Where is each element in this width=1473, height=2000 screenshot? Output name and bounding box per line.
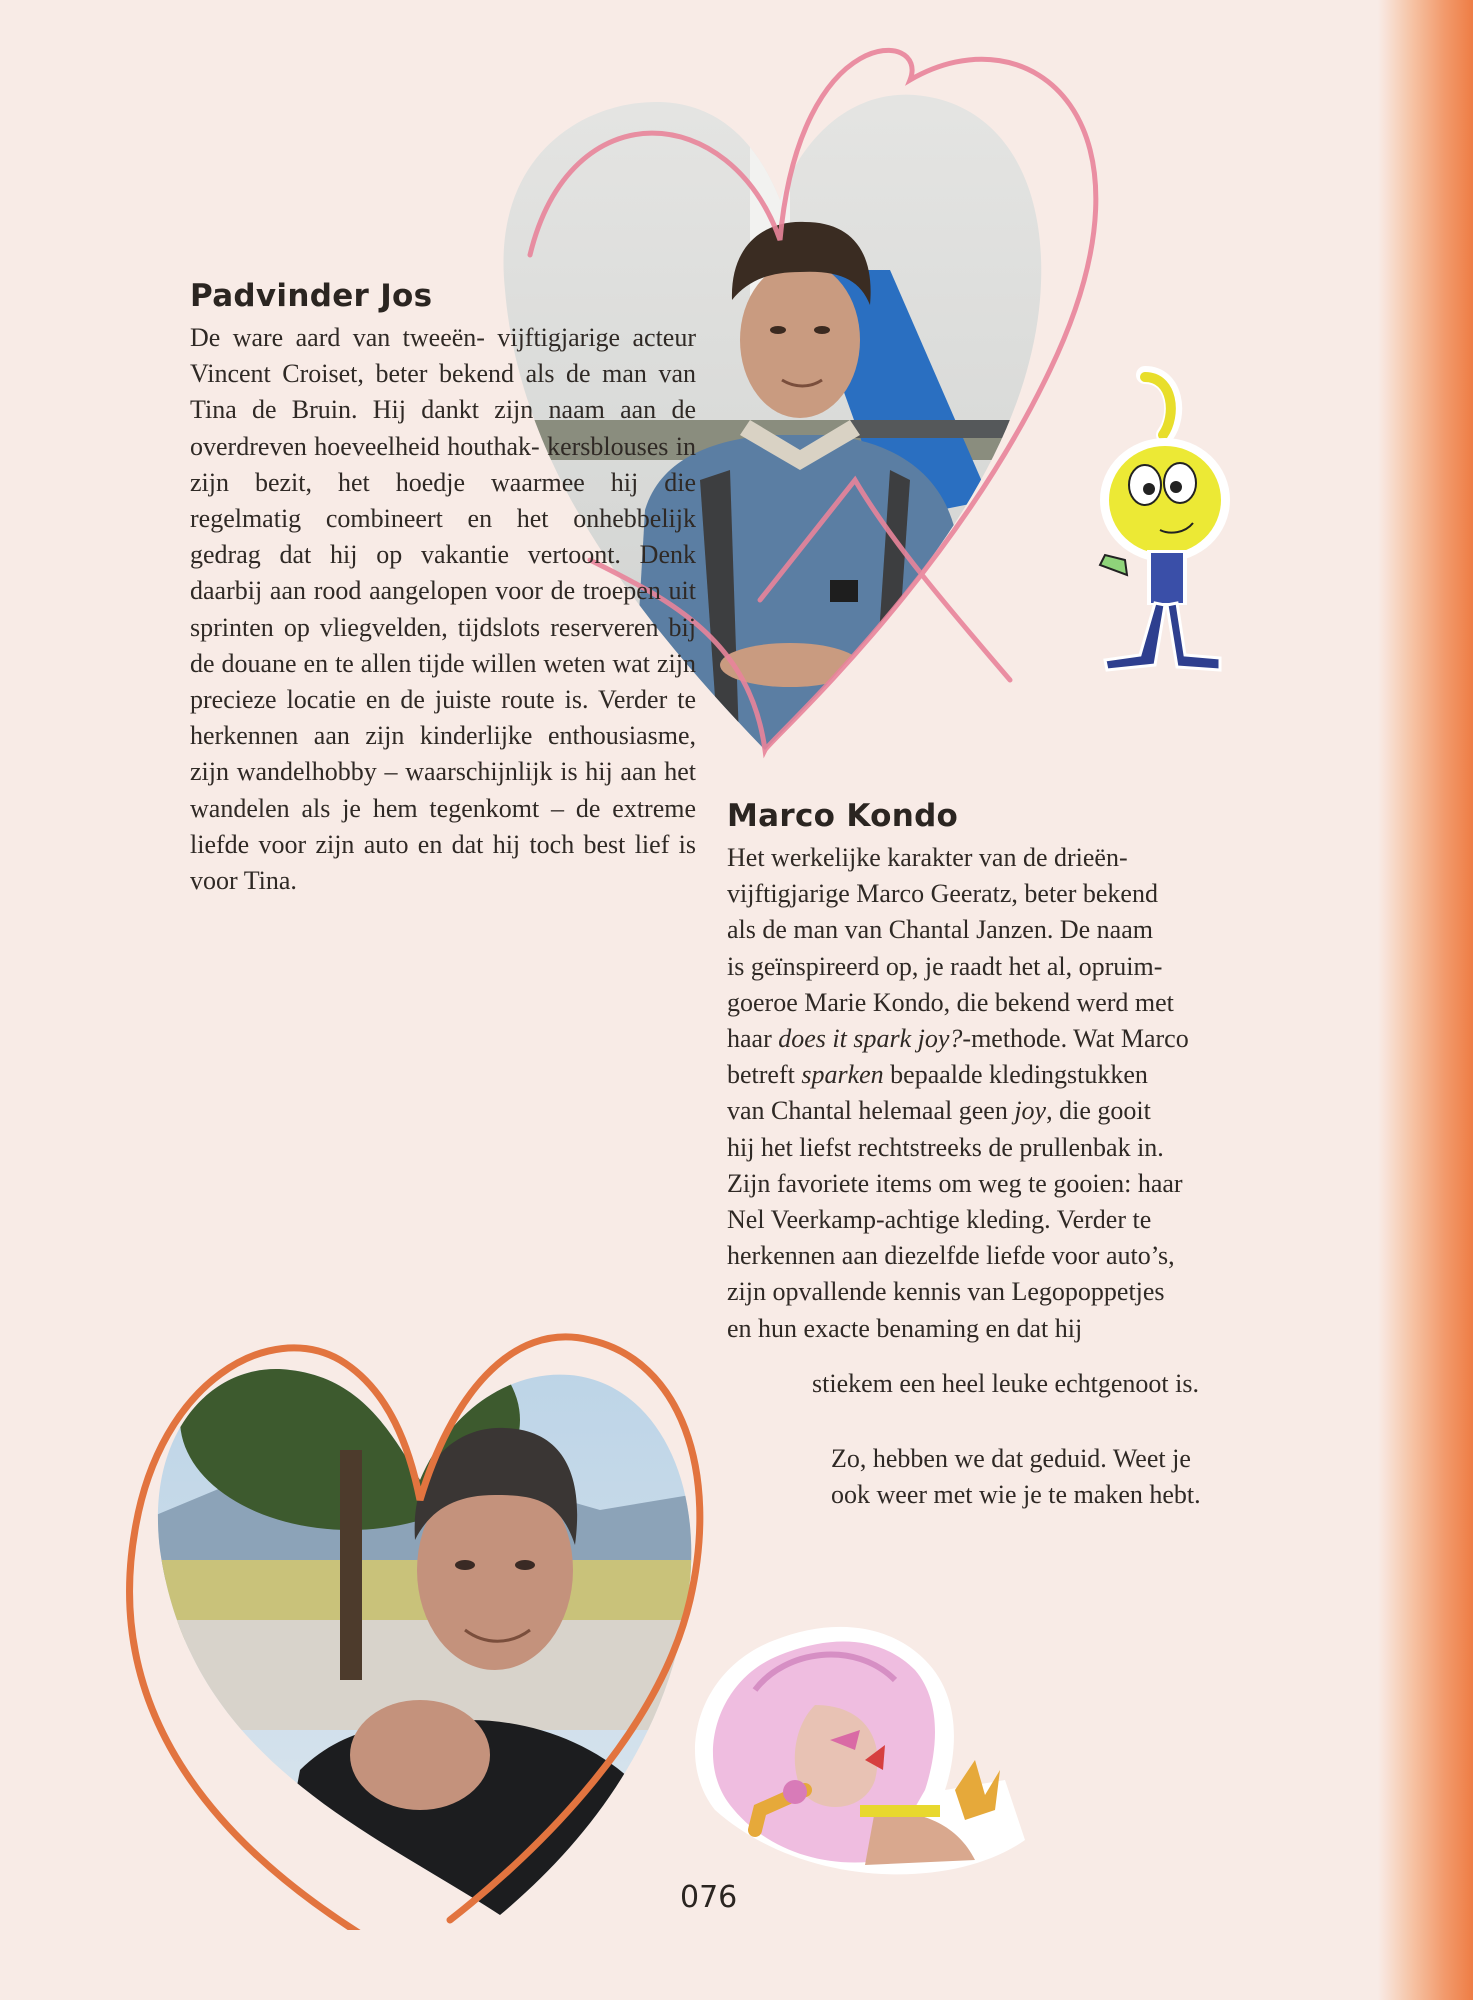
section-heading-padvinder-jos: Padvinder Jos [190,278,433,314]
text-line: Het werkelijke karakter van de drieën- [727,843,1128,872]
text-run: -methode. Wat Marco [962,1024,1189,1054]
text-run: van Chantal helemaal geen [727,1096,1015,1126]
text-line [727,1093,1247,1129]
text-line: herkennen aan diezelfde liefde voor auto’s, [727,1241,1175,1271]
text-line: vijftigjarige Marco Geeratz, beter bekend [727,879,1158,909]
section-heading-marco-kondo: Marco Kondo [727,798,959,834]
text-run: , die gooit [1046,1096,1151,1126]
text-line: Zo, hebben we dat geduid. Weet je [831,1444,1191,1473]
text-run-italic: sparken [801,1060,884,1090]
section-paragraph-padvinder-jos: De ware aard van tweeën- vijftigjarige acteur Vincent Croiset, beter bekend als de man van Tina de Bruin. Hij dankt zijn naam aan de overdreven hoeveelheid houthak- kersblouses in zijn bezit, het hoedje waarmee hij die regelmatig combineert en het onhebbelijk gedrag dat hij op vakantie vertoont. Denk daarbij aan rood aangelopen voor de troepen uit sprinten op vliegvelden, tijdslots reserveren bij de douane en te allen tijde willen weten wat zijn precieze locatie en de juiste route is. Verder te herkennen aan zijn kinderlijke enthousiasme, zijn wandelhobby – waarschijnlijk is hij aan het wandelen als je hem tegenkomt – de extreme liefde voor zijn auto en dat hij toch best lief is voor Tina. [190,323,696,896]
heart-photo-marco [120,1300,720,1930]
yellow-alien-sticker [1085,365,1245,675]
text-run: bepaalde kledingstukken [883,1060,1148,1090]
text-run-italic: joy [1014,1096,1047,1126]
continuation-text: stiekem een heel leuke echtgenoot is. [812,1369,1199,1398]
text-line: Zijn favoriete items om weg te gooien: haar [727,1168,1183,1198]
orange-page-edge [1378,0,1473,2000]
text-line: Nel Veerkamp-achtige kleding. Verder te [727,1205,1152,1235]
text-line: ook weer met wie je te maken hebt. [831,1480,1201,1510]
text-line: zijn opvallende kennis van Legopoppetjes [727,1277,1165,1307]
text-line: is geïnspireerd op, je raadt het al, opruim- [727,951,1163,981]
section-paragraph-marco-kondo [727,840,1247,1347]
closing-text [831,1441,1201,1513]
text-run-italic: does it spark joy? [778,1024,963,1054]
text-run: betreft [727,1060,802,1090]
page-number: 076 [680,1880,738,1915]
text-line: goeroe Marie Kondo, die bekend werd met [727,987,1174,1017]
text-line [727,1057,1247,1093]
text-line: als de man van Chantal Janzen. De naam [727,915,1153,945]
text-run: haar [727,1024,779,1054]
pink-hair-singer-sticker [655,1610,1025,1890]
text-line: en hun exacte benaming en dat hij [727,1313,1083,1343]
text-line: hij het liefst rechtstreeks de prullenbak in. [727,1132,1164,1162]
text-line [727,1021,1247,1057]
